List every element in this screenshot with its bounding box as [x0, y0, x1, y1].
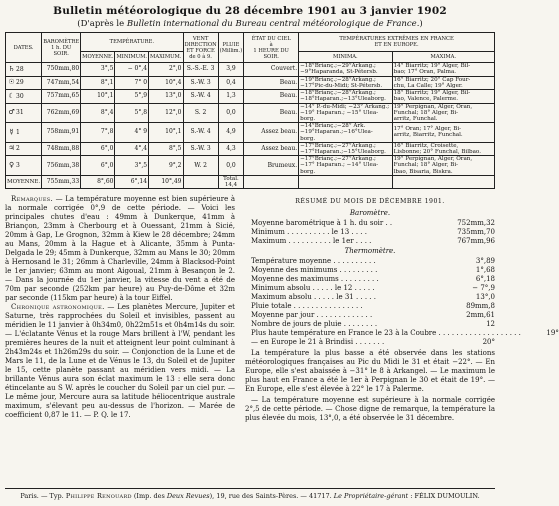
weather-table [5, 32, 495, 189]
empty-cell [299, 175, 393, 189]
etat-ciel-cell: Assez beau. [244, 142, 299, 156]
col-temp-minimum: MINIMUM. [115, 52, 149, 63]
resume-row-label: Moyenne par jour . . . . . . . . . . . . . [251, 311, 373, 320]
moyenne-temp-moy: 8°,60 [81, 175, 115, 189]
baro-cell: 758mm,91 [42, 123, 81, 143]
day-number: 31 [16, 109, 24, 117]
weekday-symbol: ☿ [9, 127, 14, 136]
subtitle-suffix: .) [416, 19, 423, 29]
footer-gerant: : FÉLIX DUMOULIN. [408, 492, 480, 500]
astro-paragraph [5, 303, 235, 420]
weekday-symbol: ♄ [8, 64, 15, 73]
table-row [6, 90, 495, 104]
minima-cell: −14° P.-du-Midi; −23° Arkang.; −19° Haparan.; −15° Ulea- borg. [299, 103, 393, 123]
right-column [241, 195, 559, 423]
resume-row-label: — en Europe le 21 à Brindisi . . . . . . . [251, 338, 385, 347]
footer-revue: Deux Revues [166, 492, 210, 500]
temp-moy-cell: 6°,0 [81, 156, 115, 176]
temp-max-cell: 10°,4 [149, 76, 183, 90]
pluie-rows [245, 302, 559, 347]
day-number: 29 [16, 79, 24, 87]
pluie-cell: 1,3 [218, 90, 244, 104]
astro-text: — Les planètes Mercure, Jupiter et Saturne, très rapprochées du Soleil et invisibles, passent au méridien le 11 janvier à 0h34m0, 0h22m51s et 0h4m14s du soir. — L'éclatante Vénus et la rouge Mars brillent à l'W, pendant les premières heures de la nuit et atteignent leur point culminant à 2h43m24s et 1h26m29s du soir. — Conjonction de la Lune et de Mars le 11, de la Lune et de Vénus le 13, du Soleil et de Jupiter le 15, cette planète passant au méridien vers midi. — La brillante Vénus aura son éclat maximum le 13 : elle sera donc étincelante au S W. après le coucher du Soleil par un ciel pur. — Le même jour, Mercure aura sa latitude héliocentrique australe maximum, s'élevant peu au-dessus de l'horizon. — Marée de coefficient 0,87 le 11. — P. Q. le 17. [5, 303, 235, 420]
resume-row-label: Minimum . . . . . . . . . . le 13 . . . . [251, 228, 367, 237]
resume-row-label: Pluie totale . . . . . . . . . . . . . . . . [251, 302, 363, 311]
vent-cell: W. 2 [183, 156, 218, 176]
resume-row-label: Moyenne barométrique à 1 h. du soir . . [251, 219, 393, 228]
minima-cell: −19°Brianç.;−28°Arkang.; −17°Pic-du-Midi; St-Pétersb. [299, 76, 393, 90]
resume-row [245, 275, 495, 284]
resume-row-value: 13°,0 [475, 293, 495, 302]
footer-gerant-label: Le Propriétaire-gérant [333, 492, 409, 500]
baro-rows [245, 219, 495, 246]
day-number: 2 [16, 145, 20, 153]
resume-row-value: 89mm,8 [466, 302, 495, 311]
date-cell [6, 123, 42, 143]
pluie-cell: 3,9 [218, 63, 244, 77]
resume-row-value: 2mm,61 [466, 311, 495, 320]
date-cell [6, 142, 42, 156]
minima-cell: −17°Brianç.;−27°Arkang.; −17° Haparan.; −14° Ulea- borg. [299, 156, 393, 176]
resume-row-value: 752mm,32 [457, 219, 495, 228]
vent-cell: S. 2 [183, 103, 218, 123]
resume-row-value: 6°,18 [475, 275, 495, 284]
weekday-symbol: ♃ [8, 144, 15, 153]
moyenne-label: MOYENNE. [6, 175, 42, 189]
day-number: 28 [16, 65, 24, 73]
pluie-cell: 4,9 [218, 123, 244, 143]
thermo-rows [245, 257, 495, 302]
resume-row-label: Température moyenne . . . . . . . . . . [251, 257, 376, 266]
resume-row-value: 767mm,96 [457, 237, 495, 246]
day-number: 30 [16, 92, 24, 100]
col-barometre: BAROMÈTRE 1 h. DU SOIR. [42, 33, 81, 63]
weekday-symbol: ☾ [8, 91, 15, 100]
baro-cell: 762mm,69 [42, 103, 81, 123]
temp-moy-cell: 8°,4 [81, 103, 115, 123]
resume-note-2: — La température moyenne est supérieure à la normale corrigée 2°,5 de cette période. — Chose digne de remarque, la température la plus élevée du mois, 13°,0, a été observée le 31 décembre. [245, 396, 495, 423]
vent-cell: S.-W. 4 [183, 90, 218, 104]
temp-min-cell: 5°,9 [115, 90, 149, 104]
resume-row-value: 735mm,70 [457, 228, 495, 237]
col-etat-ciel: ÉTAT DU CIEL à 1 HEURE DU SOIR. [244, 33, 299, 63]
resume-row-label: Maximum absolu . . . . . le 31 . . . . . [251, 293, 376, 302]
minima-cell: −17°Brianç.;−27°Arkang.; −17°Haparan.;−15°Uleaborg. [299, 142, 393, 156]
baro-cell: 748mm,88 [42, 142, 81, 156]
resume-row [245, 293, 495, 302]
maxima-cell: 17° Oran; 17° Alger, Bi- arritz, Biarritz, Funchal. [392, 123, 494, 143]
pluie-cell: 0,0 [218, 156, 244, 176]
etat-ciel-cell: Assez beau. [244, 123, 299, 143]
maxima-cell: 18° Biarritz; 19° Alger, Bil- bao, Valence, Palerme. [392, 90, 494, 104]
table-row [6, 156, 495, 176]
bulletin-subtitle [5, 19, 495, 29]
text-columns [5, 195, 559, 423]
col-dates: DATES. [6, 33, 42, 63]
baro-cell: 756mm,38 [42, 156, 81, 176]
temp-min-cell: 7° 0 [115, 76, 149, 90]
vent-cell: S.-W. 3 [183, 142, 218, 156]
moyenne-baro: 755mm,33 [42, 175, 81, 189]
table-row [6, 63, 495, 77]
etat-ciel-cell: Brumeux. [244, 156, 299, 176]
pluie-cell: 0,0 [218, 103, 244, 123]
moyenne-temp-min: 6°,14 [115, 175, 149, 189]
weather-table-body [6, 63, 495, 189]
col-extremes: TEMPÉRATURES EXTRÊMES EN FRANCE ET EN EUROPE. [299, 33, 495, 52]
temp-min-cell: 5°,8 [115, 103, 149, 123]
col-temp-moyenne: MOYENNE. [81, 52, 115, 63]
table-row [6, 142, 495, 156]
table-row [6, 103, 495, 123]
table-row [6, 123, 495, 143]
date-cell [6, 103, 42, 123]
resume-row [245, 257, 495, 266]
temp-max-cell: 12°,0 [149, 103, 183, 123]
day-number: 3 [16, 162, 20, 170]
baro-cell: 750mm,80 [42, 63, 81, 77]
thermo-heading: Thermomètre. [344, 247, 396, 256]
footer [5, 488, 495, 500]
weekday-symbol: ☉ [8, 78, 15, 87]
resume-row [245, 284, 495, 293]
footer-prefix: Paris. — Typ. [20, 492, 66, 500]
footer-address: ), 19, rue des Saints-Pères. — 41717. [209, 492, 334, 500]
resume-row [245, 228, 495, 237]
remarks-title: Remarques. [11, 195, 54, 204]
col-pluie: PLUIE (Millim.) [218, 33, 244, 63]
col-temperature: TEMPÉRATURE. [81, 33, 183, 52]
table-row [6, 76, 495, 90]
resume-row [245, 219, 495, 228]
resume-row-label: Plus haute température en France le 23 à la Coubre . . . . . . . . . . . . . . . . . . . [251, 329, 521, 338]
date-cell [6, 76, 42, 90]
empty-cell [183, 175, 218, 189]
resume-row-label: Moyenne des maximums . . . . . . . . . [251, 275, 379, 284]
footer-mid: (Imp. des [131, 492, 167, 500]
resume-note-1: La température la plus basse a été observée dans les stations météorologiques françaises au Pic du Midi le 31 et était −22°. — En Europe, elle s'est abaissée à −31° le 8 à Arkangel. — Le maximum le plus haut en France a été le 1er à Perpignan le 30 et était de 19°. — En Europe, elle s'est élevée à 22° le 17 à Palerme. [245, 349, 495, 394]
empty-cell [244, 175, 299, 189]
temp-moy-cell: 7°,8 [81, 123, 115, 143]
resume-row [245, 302, 495, 311]
baro-cell: 747mm,54 [42, 76, 81, 90]
footer-printer: Philippe Renouard [65, 492, 132, 500]
temp-min-cell: 3°,5 [115, 156, 149, 176]
subtitle-prefix: (D'après le [77, 19, 127, 29]
subtitle-source: Bulletin international du Bureau central météorologique de France [126, 19, 417, 29]
temp-max-cell: 2°,0 [149, 63, 183, 77]
maxima-cell: 16° Biarritz, Croisette, Lisbonne; 20° Funchal, Bilbao. [392, 142, 494, 156]
baro-heading: Baromètre. [349, 209, 391, 218]
resume-row-label: Nombre de jours de pluie . . . . . . . . [251, 320, 378, 329]
minima-cell: −18°Brianç.;−28°Arkang.; −18°Haparan.;−13°Uleaborg. [299, 90, 393, 104]
temp-min-cell: 4°,4 [115, 142, 149, 156]
date-cell [6, 63, 42, 77]
resume-row [245, 266, 495, 275]
temp-max-cell: 10°,1 [149, 123, 183, 143]
day-number: 1 [16, 128, 20, 136]
temp-moy-cell: 10°,1 [81, 90, 115, 104]
moyenne-pluie-total: Total. 14,4 [218, 175, 244, 189]
resume-row [245, 329, 559, 338]
date-cell [6, 90, 42, 104]
bulletin-title: Bulletin météorologique du 28 décembre 1901 au 3 janvier 1902 [53, 5, 447, 17]
remarks-text: — La température moyenne est bien supérieure à la normale corrigée 0°,9 de cette période. — Voici les principales chutes d'eau : 49mm à Dunkerque, 41mm à Briançon, 23mm à Cherbourg et à Ouessant, 21mm à Sicié, 20mm à Gap, Le Grognon, 32mm à Kiew le 28 décembre; 24mm au Mans, 20mm à la Hague et à Alicante, 35mm à Punta-Delgada le 29; 45mm à Dunkerque, 32mm au Mans le 30; 20mm à Hernosand le 31; 26mm à Charleville, 24mm à Blacksod-Point le 1er janvier; 63mm au mont Aigoual, 21mm à Besançon le 2. — Dans la journée du 1er janvier, la vitesse du vent a été de 70m par seconde (252km par heure) au Puy-de-Dôme et 32m par seconde (115km par heure) à la tour Eiffel. [5, 195, 235, 303]
temp-max-cell: 9°,2 [149, 156, 183, 176]
left-column [5, 195, 241, 423]
resume-row [245, 237, 495, 246]
maxima-cell: 16° Biarritz; 20° Cap Four- chu, La Calle; 19° Alger. [392, 76, 494, 90]
resume-row-value: 19° [546, 329, 559, 338]
empty-cell [392, 175, 494, 189]
resume-row-label: Maximum . . . . . . . . . . le 1er . . . . [251, 237, 372, 246]
etat-ciel-cell: Beau. [244, 90, 299, 104]
temp-max-cell: 8°,5 [149, 142, 183, 156]
temp-moy-cell: 3°,5 [81, 63, 115, 77]
pluie-cell: 0,4 [218, 76, 244, 90]
astro-title: Chronique astronomique. [11, 303, 105, 312]
temp-min-cell: 4° 9 [115, 123, 149, 143]
resume-row-value: 1°,68 [475, 266, 495, 275]
vent-cell: S.-W. 4 [183, 123, 218, 143]
col-vent: VENT DIRECTION ET FORCE de 0 à 9. [183, 33, 218, 63]
col-temp-maximum: MAXIMUM. [149, 52, 183, 63]
col-minima: MINIMA. [299, 52, 393, 63]
maxima-cell: 19° Perpignan, Alger, Oran, Funchal; 18° Alger, Bi- lbao, Bisaria, Biskra. [392, 156, 494, 176]
minima-cell: −14°Brianç.;−28° Ark. −19°Haparan.;−16°Ulea- borg. [299, 123, 393, 143]
temp-min-cell: − 0°,4 [115, 63, 149, 77]
minima-cell: −18°Brianç.;−29°Arkang.; −9°Haparanda, St-Pétersb. [299, 63, 393, 77]
maxima-cell: 19° Perpignan, Alger, Oran, Funchal; 18° Alger, Bi- arritz, Funchal. [392, 103, 494, 123]
resume-row-value: 3°,89 [475, 257, 495, 266]
resume-row-value: 20° [482, 338, 495, 347]
remarks-paragraph [5, 195, 235, 303]
resume-row [245, 311, 495, 320]
temp-moy-cell: 8°,1 [81, 76, 115, 90]
resume-title: RÉSUMÉ DU MOIS DE DÉCEMBRE 1901. [295, 198, 445, 206]
resume-row-label: Moyenne des minimums . . . . . . . . . [251, 266, 378, 275]
baro-cell: 757mm,65 [42, 90, 81, 104]
etat-ciel-cell: Beau. [244, 103, 299, 123]
vent-cell: S.-W. 3 [183, 76, 218, 90]
resume-row [245, 338, 495, 347]
resume-row-label: Minimum absolu . . . . . le 12 . . . . . [251, 284, 375, 293]
moyenne-row [6, 175, 495, 189]
date-cell [6, 156, 42, 176]
pluie-cell: 4,3 [218, 142, 244, 156]
etat-ciel-cell: Beau. [244, 76, 299, 90]
col-maxima: MAXIMA. [392, 52, 494, 63]
etat-ciel-cell: Couvert. [244, 63, 299, 77]
vent-cell: S.-S.-E. 3 [183, 63, 218, 77]
resume-row [245, 320, 495, 329]
temp-max-cell: 13°,0 [149, 90, 183, 104]
moyenne-temp-max: 10°,49 [149, 175, 183, 189]
resume-row-value: 12 [486, 320, 495, 329]
maxima-cell: 14° Biarritz; 19° Alger, Bil- bao; 17° Oran, Palma. [392, 63, 494, 77]
resume-row-value: − 7°,9 [472, 284, 495, 293]
temp-moy-cell: 6°,0 [81, 142, 115, 156]
weekday-symbol: ♀ [8, 161, 15, 170]
weekday-symbol: ♂ [8, 108, 15, 117]
